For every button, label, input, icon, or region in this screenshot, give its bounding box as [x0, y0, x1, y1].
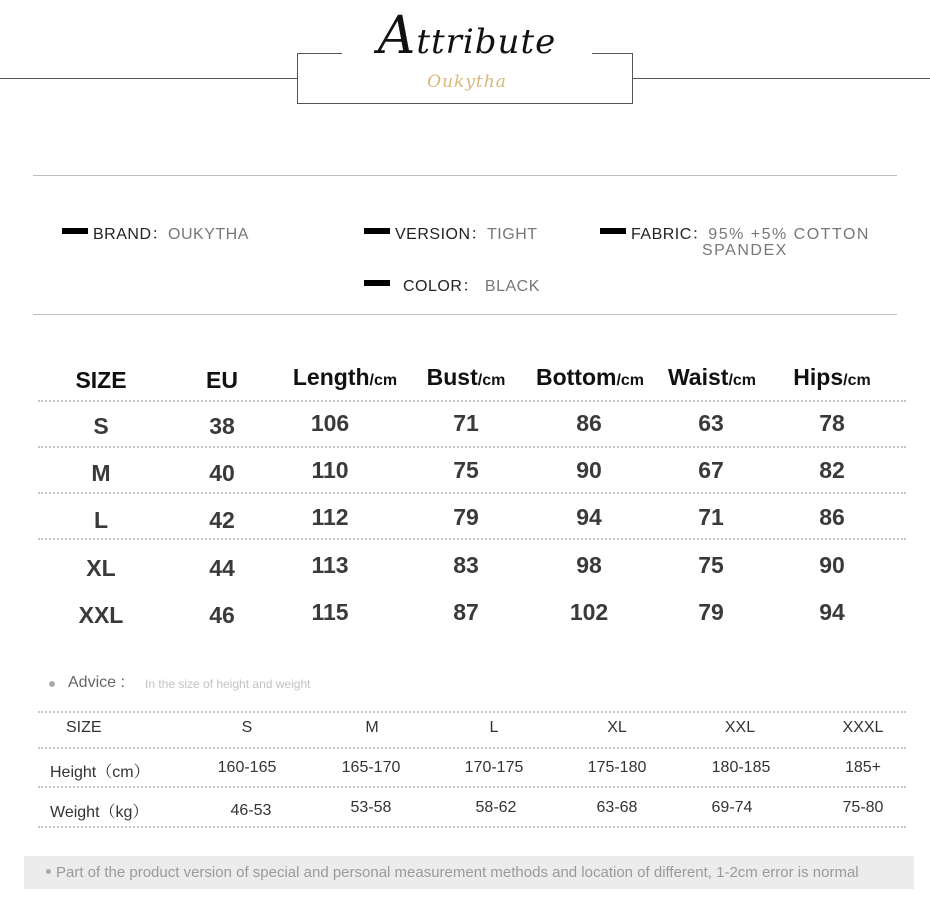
advice-cell: 175-180 [587, 759, 647, 776]
bullet-bar [364, 228, 390, 234]
cell-size: XXL [78, 602, 124, 628]
header-bust: Bust/cm [426, 364, 506, 390]
row-divider [38, 538, 906, 540]
banner-line-left [0, 78, 298, 79]
cell-length: 113 [311, 552, 349, 578]
header-bottom: Bottom/cm [535, 364, 645, 390]
advice-cell: 75-80 [842, 799, 884, 816]
cell-waist: 63 [698, 410, 724, 436]
cell-waist: 79 [698, 599, 724, 625]
divider-bottom [33, 314, 897, 315]
bullet-bar [62, 228, 88, 234]
table-row [0, 457, 930, 501]
advice-cell: 69-74 [711, 799, 753, 816]
cell-hips: 86 [819, 504, 845, 530]
cell-bottom: 98 [576, 552, 602, 578]
cell-bust: 83 [453, 552, 479, 578]
cell-waist: 67 [698, 457, 724, 483]
header-length: Length/cm [292, 364, 398, 390]
row-divider [38, 747, 906, 749]
cell-waist: 75 [698, 552, 724, 578]
advice-subtitle: In the size of height and weight [145, 677, 311, 691]
advice-header-xl: XL [607, 719, 627, 736]
cell-hips: 90 [819, 552, 845, 578]
advice-title: Advice : [68, 674, 125, 691]
cell-bottom: 90 [576, 457, 602, 483]
page-title: Attribute [377, 6, 557, 66]
row-divider [38, 786, 906, 788]
advice-header-xxxl: XXXL [842, 719, 884, 736]
cell-bottom: 86 [576, 410, 602, 436]
advice-header-m: M [365, 719, 379, 736]
table-row [0, 599, 930, 643]
cell-eu: 44 [209, 555, 235, 581]
brand-subtitle: Oukytha [427, 72, 507, 92]
advice-row-weight [0, 799, 930, 843]
cell-eu: 38 [209, 413, 235, 439]
header-size: SIZE [75, 367, 127, 393]
cell-length: 112 [311, 504, 349, 530]
attr-version: VERSION：TIGHT [364, 221, 538, 244]
attr-color: COLOR： BLACK [364, 273, 540, 296]
cell-waist: 71 [698, 504, 724, 530]
cell-eu: 40 [209, 460, 235, 486]
advice-label-height: Height（cm） [50, 764, 150, 781]
cell-bust: 87 [453, 599, 479, 625]
table-row [0, 552, 930, 596]
advice-header-size: SIZE [66, 719, 102, 736]
cell-size: XL [86, 555, 116, 581]
advice-cell: 53-58 [350, 799, 392, 816]
advice-row-height [0, 759, 930, 803]
advice-cell: 58-62 [475, 799, 517, 816]
measurement-note: Part of the product version of special and personal measurement methods and location of different, 1-2cm error is normal [24, 856, 914, 889]
row-divider [38, 446, 906, 448]
advice-cell: 46-53 [230, 802, 272, 819]
cell-length: 115 [311, 599, 349, 625]
header-eu: EU [206, 367, 238, 393]
advice-cell: 170-175 [464, 759, 524, 776]
cell-size: S [93, 413, 109, 439]
advice-cell: 63-68 [596, 799, 638, 816]
advice-header-l: L [489, 719, 499, 736]
advice-cell: 160-165 [217, 759, 277, 776]
cell-length: 110 [311, 457, 349, 483]
attr-brand: BRAND：OUKYTHA [62, 221, 249, 244]
cell-bottom: 94 [576, 504, 602, 530]
cell-hips: 82 [819, 457, 845, 483]
cell-bust: 75 [453, 457, 479, 483]
header-waist: Waist/cm [667, 364, 757, 390]
bullet-bar [364, 280, 390, 286]
banner-box-right [632, 53, 633, 104]
note-bullet [46, 869, 51, 874]
banner-box-top-left [298, 53, 342, 54]
cell-hips: 94 [819, 599, 845, 625]
banner-box-left [297, 53, 298, 104]
banner-box-bottom [297, 103, 633, 104]
table-row [0, 504, 930, 548]
attr-fabric-line2: SPANDEX [702, 242, 788, 259]
row-divider [38, 492, 906, 494]
advice-cell: 185+ [844, 759, 882, 776]
advice-label-weight: Weight（kg） [50, 804, 149, 821]
advice-cell: 180-185 [711, 759, 771, 776]
cell-bust: 79 [453, 504, 479, 530]
cell-bust: 71 [453, 410, 479, 436]
banner-box-top-right [592, 53, 633, 54]
cell-eu: 42 [209, 507, 235, 533]
bullet-bar [600, 228, 626, 234]
cell-hips: 78 [819, 410, 845, 436]
cell-eu: 46 [209, 602, 235, 628]
cell-size: M [91, 460, 111, 486]
attr-fabric: FABRIC：95% +5% COTTON [600, 221, 870, 244]
row-divider [38, 400, 906, 402]
advice-header-s: S [241, 719, 253, 736]
row-divider [38, 711, 906, 713]
advice-header-row [0, 719, 930, 763]
cell-bottom: 102 [569, 599, 609, 625]
advice-bullet [49, 681, 55, 687]
advice-cell: 165-170 [341, 759, 401, 776]
banner-line-right [632, 78, 930, 79]
cell-size: L [93, 507, 109, 533]
header-hips: Hips/cm [793, 364, 871, 390]
cell-length: 106 [310, 410, 350, 436]
row-divider [38, 826, 906, 828]
advice-header-xxl: XXL [724, 719, 756, 736]
divider-top [33, 175, 897, 176]
